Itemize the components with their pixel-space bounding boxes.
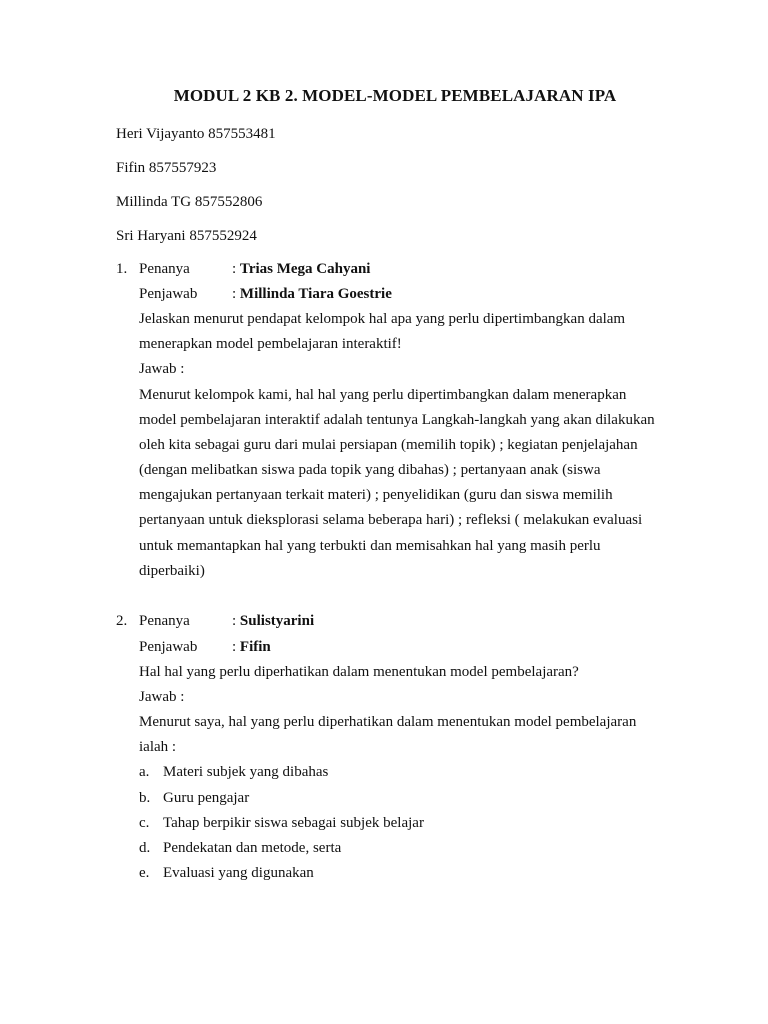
answer-text-line: (dengan melibatkan siswa pada topik yang dibahas) ; pertanyaan anak (siswa xyxy=(139,462,601,478)
answerer-colon: : xyxy=(232,286,240,302)
author-line: Sri Haryani 857552924 xyxy=(116,228,257,244)
answer-text-line: mengajukan pertanyaan terkait materi) ; penyelidikan (guru dan siswa memilih xyxy=(139,487,613,503)
list-marker: c. xyxy=(139,815,150,831)
asker-value xyxy=(232,611,314,631)
list-marker: d. xyxy=(139,840,151,856)
asker-colon: : xyxy=(232,613,240,629)
answerer-name: Millinda Tiara Goestrie xyxy=(239,286,392,302)
question-text-line: Jelaskan menurut pendapat kelompok hal apa yang perlu dipertimbangkan dalam xyxy=(139,311,626,327)
asker-label: Penanya xyxy=(139,261,190,277)
answerer-value xyxy=(232,284,392,304)
question-number: 1. xyxy=(116,261,128,277)
answer-label: Jawab : xyxy=(139,361,185,377)
answerer-value xyxy=(232,637,271,657)
asker-name: Sulistyarini xyxy=(239,613,315,629)
asker-name: Trias Mega Cahyani xyxy=(239,261,371,277)
answer-text-line: model pembelajaran interaktif adalah tentunya Langkah-langkah yang akan dilakukan xyxy=(139,412,655,428)
answerer-name: Fifin xyxy=(239,639,271,655)
answerer-label: Penjawab xyxy=(139,639,198,655)
list-item: Guru pengajar xyxy=(163,790,250,806)
answer-text-line: Menurut kelompok kami, hal hal yang perlu dipertimbangkan dalam menerapkan xyxy=(139,387,627,403)
list-item: Tahap berpikir siswa sebagai subjek belajar xyxy=(163,815,424,831)
answer-text-line: ialah : xyxy=(139,739,177,755)
answer-label: Jawab : xyxy=(139,689,185,705)
answerer-colon: : xyxy=(232,639,240,655)
question-number: 2. xyxy=(116,613,128,629)
author-line: Fifin 857557923 xyxy=(116,160,217,176)
answer-text-line: oleh kita sebagai guru dari mulai persiapan (memilih topik) ; kegiatan penjelajahan xyxy=(139,437,638,453)
answer-text-line: pertanyaan untuk dieksplorasi selama beberapa hari) ; refleksi ( melakukan evaluasi xyxy=(139,512,643,528)
answerer-label: Penjawab xyxy=(139,286,198,302)
author-line: Heri Vijayanto 857553481 xyxy=(116,126,276,142)
list-item: Evaluasi yang digunakan xyxy=(163,865,314,881)
list-item: Materi subjek yang dibahas xyxy=(163,764,329,780)
question-text-line: menerapkan model pembelajaran interaktif! xyxy=(139,336,402,352)
list-marker: a. xyxy=(139,764,150,780)
list-marker: b. xyxy=(139,790,151,806)
question-text-line: Hal hal yang perlu diperhatikan dalam menentukan model pembelajaran? xyxy=(139,664,579,680)
asker-label: Penanya xyxy=(139,613,190,629)
answer-text-line: Menurut saya, hal yang perlu diperhatikan dalam menentukan model pembelajaran xyxy=(139,714,637,730)
author-line: Millinda TG 857552806 xyxy=(116,194,263,210)
asker-colon: : xyxy=(232,261,240,277)
document-title: MODUL 2 KB 2. MODEL-MODEL PEMBELAJARAN IPA xyxy=(173,86,617,105)
list-item: Pendekatan dan metode, serta xyxy=(163,840,342,856)
answer-text-line: untuk memantapkan hal yang terbukti dan memisahkan hal yang masih perlu xyxy=(139,538,601,554)
list-marker: e. xyxy=(139,865,150,881)
asker-value xyxy=(232,259,370,279)
answer-text-line: diperbaiki) xyxy=(139,563,205,579)
